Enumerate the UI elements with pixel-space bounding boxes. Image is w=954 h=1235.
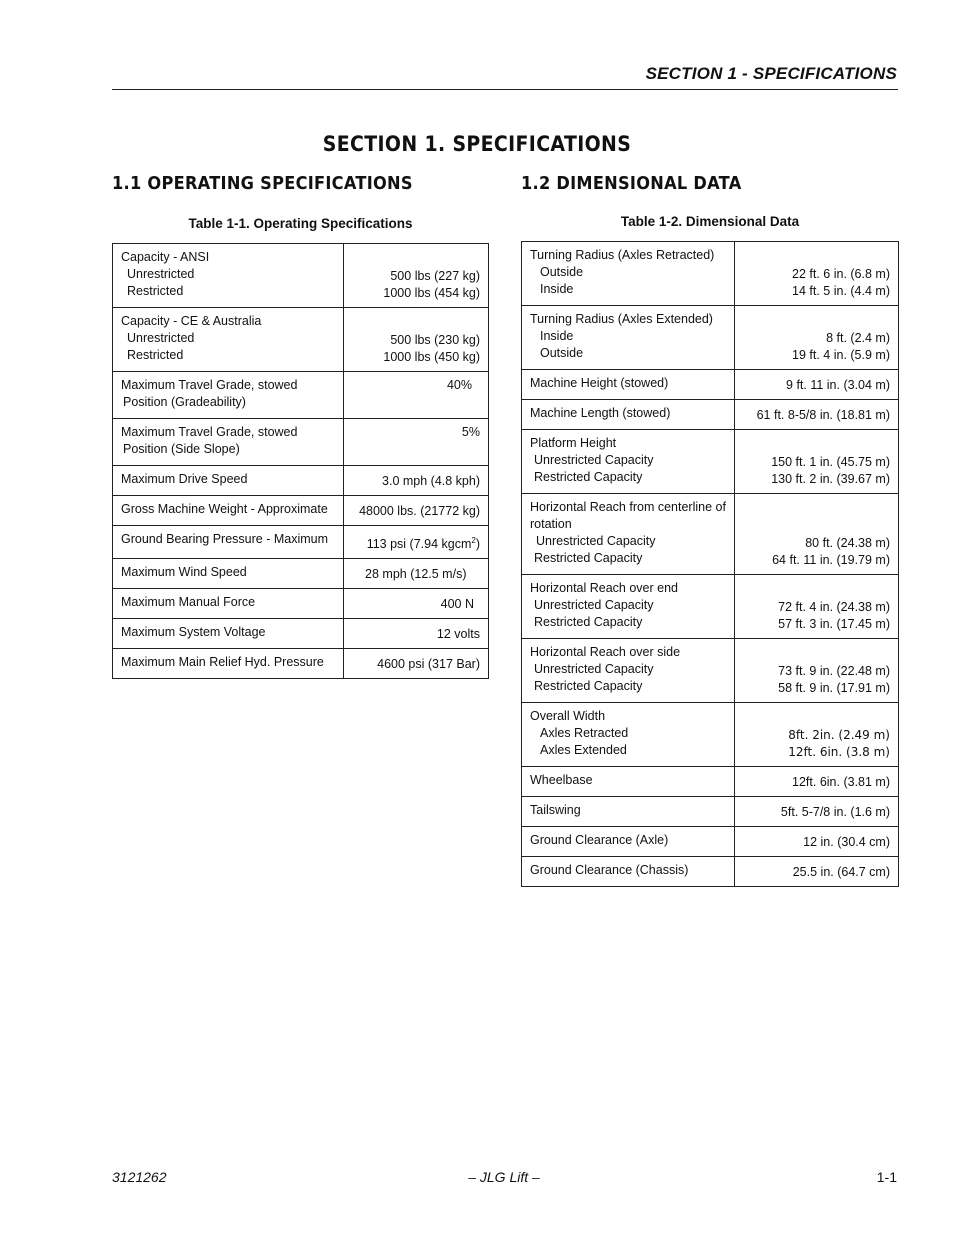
spec-value [343, 619, 488, 649]
value-line: 28 mph (12.5 m/s) [365, 567, 467, 581]
dim-value [734, 639, 898, 703]
spec-label [113, 308, 344, 372]
value-line: 4600 psi (317 Bar) [377, 657, 480, 671]
table-row [113, 589, 489, 619]
table-row [113, 466, 489, 496]
spec-value [343, 526, 488, 559]
value-line: 12 in. (30.4 cm) [803, 835, 890, 849]
table-row [522, 370, 899, 400]
label-line: Outside [540, 346, 584, 360]
dim-label [522, 575, 735, 639]
label-line: Maximum Travel Grade, stowed [121, 425, 298, 439]
spec-label [113, 619, 344, 649]
table-row [113, 308, 489, 372]
label-line: Unrestricted [127, 331, 195, 345]
label-line: Outside [540, 265, 584, 279]
spec-value [343, 372, 488, 419]
label-line: Restricted [127, 284, 184, 298]
table-row [113, 619, 489, 649]
spec-value [343, 244, 488, 308]
label-line: Capacity - ANSI [121, 250, 210, 264]
footer-page-number: 1-1 [876, 1169, 897, 1185]
value-line: 5% [461, 425, 480, 439]
value-line: 1000 lbs (454 kg) [383, 286, 480, 300]
spec-label [113, 559, 344, 589]
label-line: Horizontal Reach from centerline of [530, 500, 726, 514]
label-line: Turning Radius (Axles Retracted) [530, 248, 715, 262]
value-line: 500 lbs (230 kg) [390, 333, 480, 347]
dim-label [522, 639, 735, 703]
spec-label [113, 419, 344, 466]
dim-label [522, 857, 735, 887]
value-line: 9 ft. 11 in. (3.04 m) [786, 378, 890, 392]
table-row [113, 372, 489, 419]
value-line: 22 ft. 6 in. (6.8 m) [792, 267, 890, 281]
value-line: 400 N [440, 597, 474, 611]
table-row [522, 575, 899, 639]
spec-label [113, 466, 344, 496]
dim-label [522, 827, 735, 857]
spec-value [343, 649, 488, 679]
superscript: 2 [471, 535, 476, 545]
table-row [113, 559, 489, 589]
table-caption-dimensional: Table 1-2. Dimensional Data [620, 214, 800, 229]
label-line: Ground Bearing Pressure - Maximum [121, 532, 329, 546]
spec-label [113, 372, 344, 419]
page-title: SECTION 1. SPECIFICATIONS [322, 132, 632, 156]
table-row [522, 827, 899, 857]
label-line: Horizontal Reach over end [530, 581, 678, 595]
table-row [113, 419, 489, 466]
label-line: Unrestricted Capacity [534, 598, 654, 612]
value-line: 500 lbs (227 kg) [390, 269, 480, 283]
operating-specifications-table [112, 243, 489, 679]
value-line: 64 ft. 11 in. (19.79 m) [772, 553, 890, 567]
footer-doc-number: 3121262 [112, 1169, 167, 1185]
table-row [522, 639, 899, 703]
label-line: Capacity - CE & Australia [121, 314, 262, 328]
spec-value [343, 466, 488, 496]
dim-label [522, 370, 735, 400]
spec-label [113, 589, 344, 619]
label-line: Maximum System Voltage [121, 625, 266, 639]
dim-label [522, 306, 735, 370]
table-row [113, 526, 489, 559]
value-line: 8 ft. (2.4 m) [826, 331, 890, 345]
label-line: Maximum Travel Grade, stowed [121, 378, 298, 392]
value-line: 48000 lbs. (21772 kg) [359, 504, 480, 518]
value-line: 8ft. 2in. (2.49 m) [788, 728, 890, 742]
spec-value [343, 308, 488, 372]
value-line: 80 ft. (24.38 m) [805, 536, 890, 550]
table-row [522, 494, 899, 575]
label-line: Horizontal Reach over side [530, 645, 681, 659]
section-heading-operating: 1.1 OPERATING SPECIFICATIONS [112, 173, 413, 194]
table-row [522, 703, 899, 767]
dim-label [522, 494, 735, 575]
spec-label [113, 496, 344, 526]
label-line: Ground Clearance (Chassis) [530, 863, 689, 877]
dim-value [734, 242, 898, 306]
dim-value [734, 575, 898, 639]
dim-label [522, 797, 735, 827]
section-heading-dimensional: 1.2 DIMENSIONAL DATA [521, 173, 742, 194]
dim-value [734, 827, 898, 857]
value-text: ) [475, 537, 480, 551]
value-line: 150 ft. 1 in. (45.75 m) [771, 455, 890, 469]
dimensional-data-table [521, 241, 899, 887]
label-line: Restricted Capacity [534, 615, 643, 629]
table-row [522, 400, 899, 430]
spec-value [343, 419, 488, 466]
value-line: 40% [446, 378, 472, 392]
dim-value [734, 430, 898, 494]
label-line: Tailswing [530, 803, 581, 817]
dim-value [734, 797, 898, 827]
label-line: Ground Clearance (Axle) [530, 833, 669, 847]
label-line: Unrestricted Capacity [534, 453, 654, 467]
label-line: Restricted [127, 348, 184, 362]
label-line: Axles Extended [540, 743, 627, 757]
value-line: 12ft. 6in. (3.81 m) [792, 775, 890, 789]
label-line: Unrestricted [127, 267, 195, 281]
spec-value [343, 559, 488, 589]
value-line: 130 ft. 2 in. (39.67 m) [771, 472, 890, 486]
dim-value [734, 494, 898, 575]
dim-label [522, 242, 735, 306]
dim-value [734, 857, 898, 887]
label-line: Wheelbase [530, 773, 593, 787]
dim-value [734, 306, 898, 370]
footer-publisher: – JLG Lift – [468, 1169, 540, 1185]
value-line: 19 ft. 4 in. (5.9 m) [792, 348, 890, 362]
table-caption-operating: Table 1-1. Operating Specifications [188, 216, 413, 231]
label-line: Gross Machine Weight - Approximate [121, 502, 328, 516]
label-line: Maximum Main Relief Hyd. Pressure [121, 655, 324, 669]
label-line: Inside [540, 282, 574, 296]
dim-label [522, 400, 735, 430]
table-row [113, 496, 489, 526]
table-row [522, 306, 899, 370]
dim-value [734, 767, 898, 797]
label-line: Unrestricted Capacity [534, 662, 654, 676]
label-line: Restricted Capacity [534, 551, 643, 565]
dim-value [734, 703, 898, 767]
table-row [522, 797, 899, 827]
label-line: Maximum Drive Speed [121, 472, 248, 486]
value-line: 25.5 in. (64.7 cm) [792, 865, 890, 879]
value-line: 3.0 mph (4.8 kph) [382, 474, 480, 488]
spec-label [113, 649, 344, 679]
label-line: Position (Gradeability) [123, 395, 246, 409]
value-line [367, 537, 480, 551]
table-row [113, 244, 489, 308]
table-row [522, 767, 899, 797]
label-line: Overall Width [530, 709, 606, 723]
dim-value [734, 370, 898, 400]
spec-label [113, 526, 344, 559]
label-line: Maximum Manual Force [121, 595, 256, 609]
dim-label [522, 430, 735, 494]
label-line: Machine Length (stowed) [530, 406, 671, 420]
value-line: 1000 lbs (450 kg) [383, 350, 480, 364]
label-line: Restricted Capacity [534, 470, 643, 484]
label-line: Platform Height [530, 436, 617, 450]
label-line: Maximum Wind Speed [121, 565, 247, 579]
value-line: 57 ft. 3 in. (17.45 m) [778, 617, 890, 631]
label-line: Unrestricted Capacity [536, 534, 656, 548]
label-line: Turning Radius (Axles Extended) [530, 312, 713, 326]
label-line: Position (Side Slope) [123, 442, 240, 456]
value-line: 14 ft. 5 in. (4.4 m) [792, 284, 890, 298]
header-rule [112, 89, 898, 90]
label-line: rotation [530, 517, 572, 531]
dim-label [522, 767, 735, 797]
running-header-title: SECTION 1 - SPECIFICATIONS [645, 64, 897, 83]
dim-value [734, 400, 898, 430]
value-line: 61 ft. 8-5/8 in. (18.81 m) [756, 408, 890, 422]
label-line: Axles Retracted [540, 726, 629, 740]
value-line: 5ft. 5-7/8 in. (1.6 m) [780, 805, 890, 819]
table-row [522, 242, 899, 306]
spec-value [343, 496, 488, 526]
spec-value [343, 589, 488, 619]
label-line: Inside [540, 329, 574, 343]
value-line: 12ft. 6in. (3.8 m) [788, 745, 890, 759]
value-line: 73 ft. 9 in. (22.48 m) [778, 664, 890, 678]
table-row [522, 857, 899, 887]
value-line: 12 volts [436, 627, 480, 641]
value-line: 72 ft. 4 in. (24.38 m) [778, 600, 890, 614]
value-line: 58 ft. 9 in. (17.91 m) [778, 681, 890, 695]
spec-label [113, 244, 344, 308]
value-text: 113 psi (7.94 kgcm [366, 537, 472, 551]
table-row [113, 649, 489, 679]
dim-label [522, 703, 735, 767]
table-row [522, 430, 899, 494]
label-line: Machine Height (stowed) [530, 376, 669, 390]
label-line: Restricted Capacity [534, 679, 643, 693]
